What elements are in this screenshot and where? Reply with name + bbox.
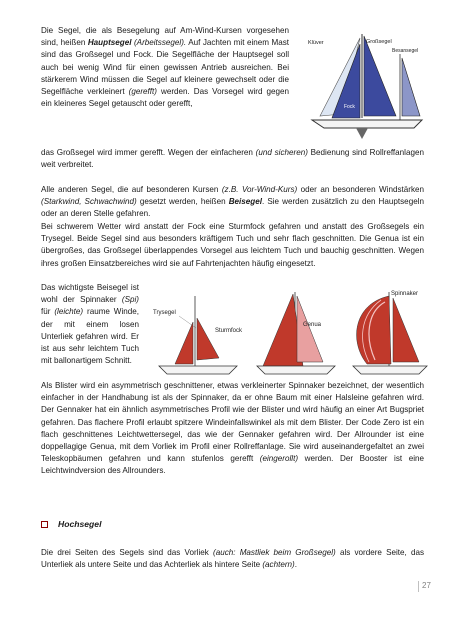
paragraph-main-sails bbox=[41, 25, 289, 110]
label-grosssegel: Großsegel bbox=[366, 39, 392, 45]
sailboat-rig-figure bbox=[302, 28, 428, 140]
text-run: . bbox=[294, 560, 297, 570]
term-spi: (Spi) bbox=[121, 295, 139, 305]
trysegel-sail bbox=[197, 318, 219, 360]
paragraph-spinnaker bbox=[41, 282, 139, 367]
hull bbox=[312, 120, 422, 128]
sturmfock-sail bbox=[175, 322, 193, 364]
label-trysegel: Trysegel bbox=[153, 310, 176, 316]
text-run: Das wichtigste Beisegel ist wohl der Spinnaker bbox=[41, 283, 139, 305]
heading-label: Hochsegel bbox=[58, 519, 102, 529]
term-hauptsegel: Hauptsegel bbox=[87, 38, 132, 48]
term-mastliek: (auch: Mastliek beim Großsegel) bbox=[213, 548, 336, 557]
label-fock: Fock bbox=[344, 104, 355, 110]
genua-mainsail bbox=[297, 296, 323, 362]
text-run: oder an besonderen Windstärken bbox=[297, 185, 425, 194]
boat-spinnaker bbox=[353, 291, 427, 374]
text-run: als vordere Seite, das Unterliek als untere Seite und das Achterliek als hintere Seite bbox=[41, 548, 425, 570]
text-run: Die drei Seiten des Segels sind das Vorliek bbox=[41, 548, 214, 557]
text-run: Alle anderen Segel, die auf besonderen Kursen bbox=[41, 185, 222, 194]
text-run: Auf Jachten mit einem Mast sind das Großsegel und Fock. Die Segelfläche der Hauptsegel soll auch bei wenig Wind für einen gewissen Antrieb ausreichen. Bei stärkerem Wind müssen die Segel auf kleinere gewechselt oder die Segelfläche verkleinert bbox=[41, 38, 290, 97]
text-run: raume Winde, der mit einem losen Unterliek gefahren wird. Er ist aus sehr leichtem Tuch mit ballonartigem Schnitt. bbox=[41, 307, 139, 366]
besansegel-sail bbox=[402, 58, 420, 116]
term-wind: (Starkwind, Schwachwind) bbox=[41, 197, 137, 207]
text-run: gesetzt werden, heißen bbox=[136, 197, 229, 207]
label-sturmfock: Sturmfock bbox=[215, 328, 243, 334]
boat-genua bbox=[257, 292, 335, 374]
label-spinnaker: Spinnaker bbox=[391, 291, 419, 297]
term-eingerollt: (eingerollt) bbox=[259, 454, 299, 464]
label-besansegel: Besansegel bbox=[392, 48, 419, 54]
term-achtern: (achtern) bbox=[262, 560, 295, 570]
spinnaker-mainsail bbox=[393, 298, 419, 362]
text-run: Als Blister wird ein asymmetrisch geschnittener, etwas verkleinerter Spinnaker bezeichnet, der wesentlich einfacher in der Handhabung ist als der Spinnaker, da er ohne Baum mit einer Halsleine gefahren wird. Der Gennaker hat ein ähnlich asymmetrisches Profil wie der Blister und wird häufig an einer Art Bugspriet gefahren. Das flachere Profil erlaubt spitzere Windeinfallswinkel als mit dem Blister. Der Code Zero ist ein flach geschnittenes Leichtwettersegel, das wie der Gennaker gefahren wird. Der Allrounder ist eine doppellagige Genua, mit dem Vorliek im Profil einer Rollreffanlage. Sie wird auseinandergefaltet an zwei Teleskopbäumen gefahren und kann stufenlos gerefft bbox=[41, 381, 424, 464]
text-run: werden. Der Booster ist eine Leichtwindversion des Allrounders. bbox=[41, 454, 424, 476]
paragraph-sail-sides bbox=[41, 547, 424, 571]
term-gerefft: (gerefft) bbox=[128, 87, 157, 97]
label-genua: Genua bbox=[303, 322, 322, 328]
text-run: Die Segel, die als Besegelung auf Am-Wind-Kursen vorgesehen sind, heißen bbox=[41, 26, 289, 48]
page-number-divider bbox=[418, 581, 419, 592]
term-arbeitssegel: (Arbeitssegel). bbox=[133, 38, 187, 48]
text-run: werden. Das Vorsegel wird gegen ein kleineres Segel getauscht oder gerefft, bbox=[41, 87, 289, 109]
section-heading-hochsegel bbox=[41, 519, 101, 529]
term-kurs: (z.B. Vor-Wind-Kurs) bbox=[221, 185, 298, 194]
term-beisegel: Beisegel bbox=[228, 197, 262, 207]
paragraph-blister-gennaker bbox=[41, 380, 424, 478]
text-run: . Sie werden zusätzlich zu den Hauptsegeln oder an deren Stelle gefahren. bbox=[41, 197, 424, 219]
paragraph-heavy-weather: Bei schwerem Wetter wird anstatt der Fock eine Sturmfock gefahren und anstatt des Großsegels ein Trysegel. Beide Segel sind aus besonders kräftigem Tuch und sehr flach geschnitten. Die Genua ist ein übergroßes, das Großsegel überlappendes Vorsegel aus leichtem Tuch und bauchig geschnitten. Wegen ihres großen Einsatzbereiches wird sie auf Fahrtenjachten häufig eingesetzt. bbox=[41, 222, 424, 268]
term-sicher: (und sicheren) bbox=[255, 148, 308, 157]
text-run: Bedienung sind Rollreffanlagen weit verbreitet. bbox=[41, 148, 424, 170]
checkbox-bullet-icon bbox=[41, 521, 48, 528]
text-run: für bbox=[41, 307, 55, 317]
paragraph-main-sails-cont bbox=[41, 147, 424, 171]
text-run: das Großsegel wird immer gerefft. Wegen der einfacheren bbox=[41, 148, 256, 157]
special-sails-figure bbox=[153, 288, 428, 378]
term-leichte: (leichte) bbox=[54, 307, 84, 317]
page-number: 27 bbox=[422, 581, 431, 590]
label-kluever: Klüver bbox=[308, 40, 324, 46]
boat-trysegel bbox=[153, 296, 243, 374]
paragraph-beisegel bbox=[41, 184, 424, 221]
